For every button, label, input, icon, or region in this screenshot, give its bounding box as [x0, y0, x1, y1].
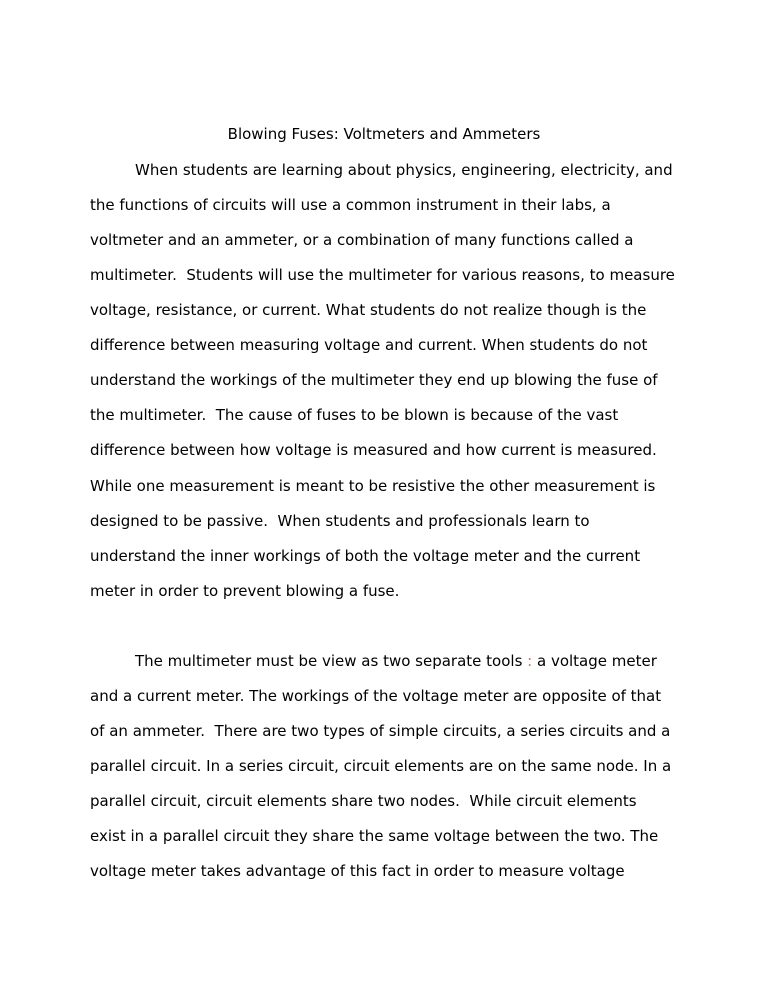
paragraph-1-line: voltmeter and an ammeter, or a combination of many functions called a — [90, 231, 634, 249]
highlighted-colon: : — [527, 652, 533, 670]
paragraph-1-line: When students are learning about physics, engineering, electricity, and — [135, 161, 673, 179]
paragraph-2-line: voltage meter takes advantage of this fact in order to measure voltage — [90, 862, 625, 880]
paragraph-1-line: difference between how voltage is measured and how current is measured. — [90, 441, 657, 459]
paragraph-2-line: parallel circuit. In a series circuit, circuit elements are on the same node. In a — [90, 757, 672, 775]
paragraph-1-line: difference between measuring voltage and current. When students do not — [90, 336, 648, 354]
paragraph-1-line: voltage, resistance, or current. What students do not realize though is the — [90, 301, 647, 319]
paragraph-1-line: the multimeter. The cause of fuses to be blown is because of the vast — [90, 406, 619, 424]
paragraph-2-text-before-colon: The multimeter must be view as two separate tools — [135, 652, 528, 670]
paragraph-1-line: understand the inner workings of both the voltage meter and the current — [90, 547, 641, 565]
document-title: Blowing Fuses: Voltmeters and Ammeters — [227, 125, 541, 143]
paragraph-1-line: designed to be passive. When students and professionals learn to — [90, 512, 590, 530]
paragraph-1-line: understand the workings of the multimeter they end up blowing the fuse of — [90, 371, 658, 389]
paragraph-2-line: and a current meter. The workings of the voltage meter are opposite of that — [90, 687, 662, 705]
paragraph-2-first-line — [135, 652, 657, 670]
paragraph-2-line: parallel circuit, circuit elements share two nodes. While circuit elements — [90, 792, 637, 810]
paragraph-2-text-after-colon: a voltage meter — [532, 652, 657, 670]
paragraph-2-line: of an ammeter. There are two types of simple circuits, a series circuits and a — [90, 722, 671, 740]
paragraph-1-line: multimeter. Students will use the multimeter for various reasons, to measure — [90, 266, 675, 284]
paragraph-1-line: the functions of circuits will use a common instrument in their labs, a — [90, 196, 611, 214]
paragraph-1-line: While one measurement is meant to be resistive the other measurement is — [90, 477, 656, 495]
paragraph-1-line: meter in order to prevent blowing a fuse. — [90, 582, 400, 600]
paragraph-2-line: exist in a parallel circuit they share the same voltage between the two. The — [90, 827, 659, 845]
